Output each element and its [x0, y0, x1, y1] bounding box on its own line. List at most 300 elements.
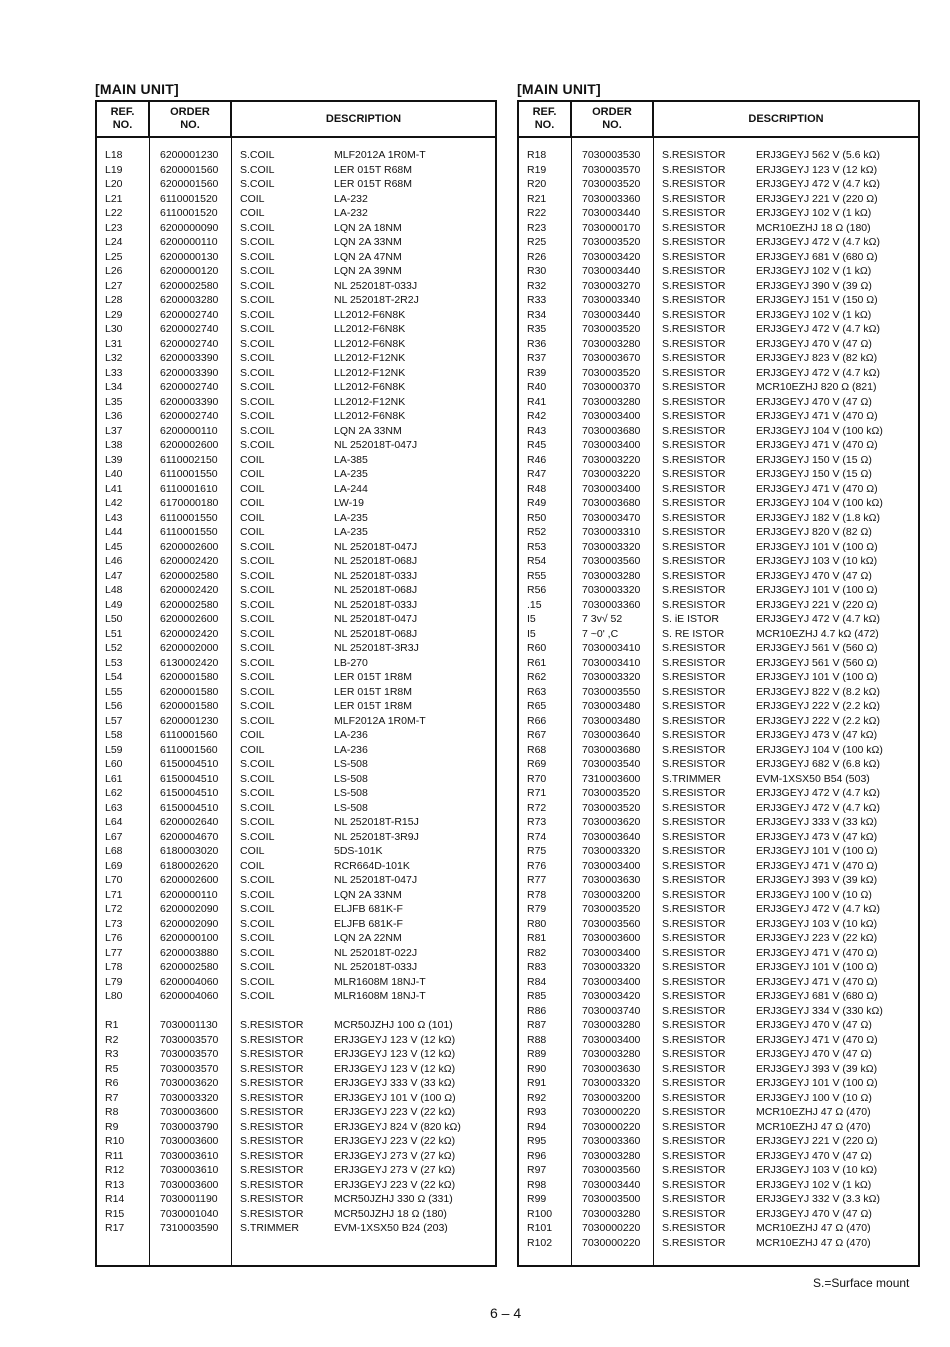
ref-no-cell: L20 — [105, 178, 123, 190]
right-parts-panel — [517, 78, 920, 1267]
description-cell: ERJ3GEYJ 472 V (4.7 kΩ) — [756, 178, 880, 190]
part-type-cell: S.COIL — [240, 323, 275, 335]
part-type-cell: COIL — [240, 511, 265, 524]
order-no-cell: 7030003200 — [582, 1091, 641, 1104]
description-cell: ERJ3GEYJ 123 V (12 kΩ) — [756, 163, 878, 176]
part-type-cell: S.RESISTOR — [662, 352, 726, 364]
part-type-cell: S.RESISTOR — [662, 395, 726, 408]
order-no-cell: 7030003630 — [582, 874, 641, 886]
part-type-cell: S.COIL — [240, 714, 275, 727]
ref-no-cell: R61 — [527, 656, 547, 669]
order-no-cell: 6200000120 — [160, 265, 219, 277]
order-no-cell: 7030003620 — [160, 1077, 219, 1089]
ref-no-cell: .15 — [527, 598, 542, 611]
part-type-cell: S.RESISTOR — [662, 1178, 726, 1191]
ref-no-cell: L54 — [105, 671, 123, 683]
table-row — [97, 641, 495, 656]
part-type-cell: S.COIL — [240, 221, 275, 234]
description-cell: LA-236 — [334, 743, 368, 756]
ref-no-cell: R83 — [527, 961, 547, 973]
ref-no-header-text: REF. NO. — [110, 106, 135, 131]
part-type-cell: COIL — [240, 482, 265, 495]
description-cell: ERJ3GEYJ 823 V (82 kΩ) — [756, 352, 878, 364]
part-type-cell: S.RESISTOR — [662, 1019, 726, 1031]
table-row — [519, 293, 918, 308]
part-type-cell: S.RESISTOR — [662, 192, 726, 205]
part-type-cell: S.RESISTOR — [240, 1135, 304, 1147]
order-no-cell: 6200004060 — [160, 990, 219, 1002]
description-header-text: DESCRIPTION — [748, 112, 824, 125]
description-cell: ERJ3GEYJ 102 V (1 kΩ) — [756, 207, 872, 219]
part-type-cell: S.RESISTOR — [662, 366, 726, 379]
table-row — [97, 801, 495, 816]
ref-no-cell: L44 — [105, 526, 123, 538]
ref-no-cell: L67 — [105, 830, 123, 843]
description-cell: ERJ3GEYJ 470 V (47 Ω) — [756, 1019, 872, 1031]
description-cell: ERJ3GEYJ 681 V (680 Ω) — [756, 250, 878, 263]
table-row — [97, 699, 495, 714]
part-type-cell: S.COIL — [240, 149, 275, 161]
description-cell: ERJ3GEYJ 222 V (2.2 kΩ) — [756, 700, 880, 712]
ref-no-cell: R10 — [105, 1135, 125, 1147]
ref-no-cell: R8 — [105, 1106, 119, 1118]
ref-no-cell: R66 — [527, 714, 547, 727]
description-cell: ERJ3GEYJ 471 V (470 Ω) — [756, 439, 878, 451]
order-no-cell: 6150004510 — [160, 758, 219, 770]
ref-no-cell: L78 — [105, 961, 123, 973]
ref-no-cell: R25 — [527, 236, 547, 248]
table-row — [97, 1221, 495, 1236]
right-panel-title: [MAIN UNIT] — [517, 81, 601, 97]
table-row — [519, 279, 918, 294]
description-cell: ERJ3GEYJ 332 V (3.3 kΩ) — [756, 1193, 880, 1205]
part-type-cell: S.COIL — [240, 410, 275, 422]
table-row — [97, 1163, 495, 1178]
description-cell: ERJ3GEYJ 102 V (1 kΩ) — [756, 308, 872, 321]
ref-no-cell: R90 — [527, 1062, 547, 1075]
part-type-cell: S.COIL — [240, 946, 275, 959]
table-row — [519, 1076, 918, 1091]
part-type-cell: S.RESISTOR — [662, 207, 726, 219]
description-cell: MLR1608M 18NJ-T — [334, 990, 426, 1002]
ref-no-cell: R79 — [527, 903, 547, 915]
order-no-cell: 7030003410 — [582, 642, 641, 654]
order-no-cell: 7030003540 — [582, 758, 641, 770]
part-type-cell: S.COIL — [240, 990, 275, 1002]
part-type-cell: S.COIL — [240, 584, 275, 596]
description-cell: LQN 2A 47NM — [334, 250, 402, 263]
ref-no-cell: R75 — [527, 845, 547, 857]
ref-no-cell: R96 — [527, 1149, 547, 1162]
table-row — [519, 221, 918, 236]
table-row — [519, 830, 918, 845]
part-type-cell: COIL — [240, 859, 265, 872]
table-row — [519, 743, 918, 758]
ref-no-cell: L29 — [105, 308, 123, 321]
table-row — [97, 235, 495, 250]
part-type-cell: COIL — [240, 845, 265, 857]
table-row — [97, 1105, 495, 1120]
ref-no-cell: R73 — [527, 816, 547, 828]
table-row — [97, 293, 495, 308]
part-type-cell: S.RESISTOR — [662, 1120, 726, 1133]
table-row — [97, 1178, 495, 1193]
part-type-cell: S.COIL — [240, 395, 275, 408]
order-no-cell: 6200004670 — [160, 830, 219, 843]
ref-no-cell: R60 — [527, 642, 547, 654]
part-type-cell: S.COIL — [240, 540, 275, 553]
description-cell: ERJ3GEYJ 273 V (27 kΩ) — [334, 1164, 456, 1176]
order-no-cell: 7030003420 — [582, 250, 641, 263]
order-no-cell: 7030003400 — [582, 946, 641, 959]
order-no-cell: 6130002420 — [160, 656, 219, 669]
description-cell: ERJ3GEYJ 101 V (100 Ω) — [756, 1077, 878, 1089]
ref-no-cell: R12 — [105, 1164, 125, 1176]
table-row — [97, 380, 495, 395]
description-cell: LL2012-F12NK — [334, 352, 406, 364]
description-cell: LQN 2A 18NM — [334, 221, 402, 234]
table-row — [97, 206, 495, 221]
part-type-cell: S.RESISTOR — [662, 1135, 726, 1147]
description-cell: ERJ3GEYJ 333 V (33 kΩ) — [756, 816, 878, 828]
order-no-cell: 7030003610 — [160, 1164, 219, 1176]
order-no-cell: 6200001230 — [160, 149, 219, 161]
order-no-cell: 7030003340 — [582, 294, 641, 306]
part-type-cell: S.RESISTOR — [240, 1164, 304, 1176]
order-no-cell: 7030003280 — [582, 337, 641, 350]
ref-no-cell: L33 — [105, 366, 123, 379]
description-cell: MCR10EZHJ 47 Ω (470) — [756, 1106, 871, 1118]
part-type-cell: S.RESISTOR — [662, 337, 726, 350]
description-cell: ERJ3GEYJ 123 V (12 kΩ) — [334, 1048, 456, 1060]
description-cell: ERJ3GEYJ 223 V (22 kΩ) — [756, 932, 878, 944]
description-cell: ERJ3GEYJ 471 V (470 Ω) — [756, 410, 878, 422]
table-row — [519, 598, 918, 613]
ref-no-cell: R72 — [527, 801, 547, 814]
ref-no-cell: L28 — [105, 294, 123, 306]
part-type-cell: S.RESISTOR — [662, 946, 726, 959]
table-row — [97, 830, 495, 845]
description-cell: MCR10EZHJ 4.7 kΩ (472) — [756, 627, 879, 640]
table-row — [97, 757, 495, 772]
description-cell: NL 252018T-068J — [334, 555, 418, 567]
page-number: 6 – 4 — [490, 1305, 522, 1321]
table-row — [97, 844, 495, 859]
part-type-cell: S.COIL — [240, 439, 275, 451]
order-no-cell: 7030003320 — [160, 1091, 219, 1104]
description-cell: NL 252018T-022J — [334, 946, 418, 959]
order-no-cell: 7030003600 — [582, 932, 641, 944]
order-no-cell: 7030003500 — [582, 1193, 641, 1205]
description-cell: ERJ3GEYJ 472 V (4.7 kΩ) — [756, 787, 880, 799]
order-no-cell: 6200002600 — [160, 613, 219, 625]
ref-no-cell: L73 — [105, 917, 123, 930]
table-row — [519, 148, 918, 163]
table-row — [97, 192, 495, 207]
order-no-cell: 6200003390 — [160, 395, 219, 408]
order-no-cell: 7030003320 — [582, 540, 641, 553]
order-no-cell: 7030003220 — [582, 453, 641, 466]
order-no-header — [150, 102, 232, 136]
part-type-cell: S.RESISTOR — [240, 1019, 304, 1031]
ref-no-cell: R2 — [105, 1033, 119, 1046]
part-type-cell: S.RESISTOR — [662, 656, 726, 669]
table-row — [97, 960, 495, 975]
part-type-cell: S.COIL — [240, 236, 275, 248]
description-cell: ERJ3GEYJ 390 V (39 Ω) — [756, 279, 872, 292]
table-row — [519, 656, 918, 671]
description-cell: ERJ3GEYJ 681 V (680 Ω) — [756, 990, 878, 1002]
part-type-cell: S.RESISTOR — [240, 1193, 304, 1205]
description-cell: ERJ3GEYJ 472 V (4.7 kΩ) — [756, 903, 880, 915]
ref-no-cell: R37 — [527, 352, 547, 364]
ref-no-cell: R36 — [527, 337, 547, 350]
table-row — [97, 612, 495, 627]
table-row — [97, 322, 495, 337]
part-type-cell: S.RESISTOR — [662, 729, 726, 741]
ref-no-cell: L53 — [105, 656, 123, 669]
ref-no-cell: R22 — [527, 207, 547, 219]
ref-no-cell: L22 — [105, 207, 123, 219]
description-cell: ERJ3GEYJ 101 V (100 Ω) — [756, 584, 878, 596]
description-cell: LER 015T 1R8M — [334, 671, 413, 683]
table-row — [97, 1192, 495, 1207]
table-row — [97, 917, 495, 932]
table-row — [97, 815, 495, 830]
order-no-cell: 7030003470 — [582, 511, 641, 524]
description-cell: ERJ3GEYJ 822 V (8.2 kΩ) — [756, 685, 880, 698]
description-cell: ERJ3GEYJ 103 V (10 kΩ) — [756, 1164, 878, 1176]
table-row — [97, 351, 495, 366]
table-row — [519, 511, 918, 526]
table-row — [519, 554, 918, 569]
description-cell: LA-244 — [334, 482, 368, 495]
table-row — [519, 902, 918, 917]
part-type-cell: S.RESISTOR — [662, 961, 726, 973]
ref-no-cell: L25 — [105, 250, 123, 263]
description-cell: LL2012-F6N8K — [334, 323, 406, 335]
ref-no-cell: L56 — [105, 700, 123, 712]
table-row — [97, 656, 495, 671]
table-row — [97, 1018, 495, 1033]
description-cell: ERJ3GEYJ 473 V (47 kΩ) — [756, 830, 878, 843]
description-cell: LER 015T R68M — [334, 163, 413, 176]
part-type-cell: COIL — [240, 729, 265, 741]
description-cell: MCR50JZHJ 330 Ω (331) — [334, 1193, 453, 1205]
ref-no-cell: R71 — [527, 787, 547, 799]
part-type-cell: COIL — [240, 453, 265, 466]
part-type-cell: S.COIL — [240, 569, 275, 582]
table-row — [519, 235, 918, 250]
order-no-cell: 6200000100 — [160, 932, 219, 944]
ref-no-cell: R9 — [105, 1120, 119, 1133]
description-cell: ERJ3GEYJ 472 V (4.7 kΩ) — [756, 236, 880, 248]
ref-no-cell: R20 — [527, 178, 547, 190]
order-no-cell: 6170000180 — [160, 497, 219, 509]
part-type-cell: S.COIL — [240, 685, 275, 698]
ref-no-cell: R84 — [527, 975, 547, 988]
table-row — [519, 322, 918, 337]
description-cell: LER 015T R68M — [334, 178, 413, 190]
description-cell: ERJ3GEYJ 333 V (33 kΩ) — [334, 1077, 456, 1089]
part-type-cell: S.RESISTOR — [662, 801, 726, 814]
table-row — [97, 395, 495, 410]
ref-no-cell: R54 — [527, 555, 547, 567]
order-no-cell: 6110001550 — [160, 511, 218, 524]
description-cell: LL2012-F6N8K — [334, 308, 406, 321]
part-type-cell: S.RESISTOR — [662, 714, 726, 727]
order-no-cell: 6180003020 — [160, 845, 219, 857]
description-cell: ERJ3GEYJ 101 V (100 Ω) — [756, 671, 878, 683]
ref-no-cell: L55 — [105, 685, 123, 698]
part-type-cell: S.COIL — [240, 787, 275, 799]
part-type-cell: S.COIL — [240, 352, 275, 364]
description-cell: NL 252018T-047J — [334, 874, 418, 886]
table-row — [519, 467, 918, 482]
order-no-cell: 6200000090 — [160, 221, 219, 234]
description-cell: ERJ3GEYJ 221 V (220 Ω) — [756, 192, 878, 205]
table-row — [97, 467, 495, 482]
order-no-cell: 7030003600 — [160, 1178, 219, 1191]
part-type-cell: S.RESISTOR — [662, 555, 726, 567]
table-row — [519, 1192, 918, 1207]
order-no-cell: 7030003640 — [582, 729, 641, 741]
description-cell: ERJ3GEYJ 150 V (15 Ω) — [756, 453, 872, 466]
ref-no-cell: L18 — [105, 149, 123, 161]
order-no-cell: 7030003360 — [582, 192, 641, 205]
part-type-cell: S.RESISTOR — [662, 932, 726, 944]
order-no-cell: 7030003520 — [582, 801, 641, 814]
ref-no-cell: R68 — [527, 743, 547, 756]
part-type-cell: S.COIL — [240, 250, 275, 263]
order-no-cell: 7030003600 — [160, 1135, 219, 1147]
ref-no-cell: R17 — [105, 1222, 125, 1234]
right-table-rows — [519, 148, 918, 1250]
order-no-cell: 7030003680 — [582, 424, 641, 437]
order-no-cell: 7 ~0' ,C — [582, 627, 619, 640]
description-cell: ERJ3GEYJ 473 V (47 kΩ) — [756, 729, 878, 741]
description-cell: EVM-1XSX50 B24 (203) — [334, 1222, 448, 1234]
order-no-cell: 6150004510 — [160, 787, 219, 799]
order-no-cell: 7030003440 — [582, 265, 641, 277]
description-cell: MCR50JZHJ 100 Ω (101) — [334, 1019, 453, 1031]
ref-no-cell: L80 — [105, 990, 123, 1002]
table-row — [97, 1033, 495, 1048]
ref-no-cell: L57 — [105, 714, 123, 727]
ref-no-cell: R46 — [527, 453, 547, 466]
order-no-cell: 7030003520 — [582, 236, 641, 248]
order-no-cell: 6110001610 — [160, 482, 218, 495]
description-cell: ERJ3GEYJ 472 V (4.7 kΩ) — [756, 323, 880, 335]
table-row — [97, 931, 495, 946]
part-type-cell: S.RESISTOR — [662, 1222, 726, 1234]
ref-no-cell: L24 — [105, 236, 123, 248]
ref-no-cell: R41 — [527, 395, 547, 408]
order-no-cell: 6200002740 — [160, 410, 219, 422]
description-cell: NL 252018T-033J — [334, 569, 418, 582]
table-row — [97, 975, 495, 990]
part-type-cell: S.RESISTOR — [662, 859, 726, 872]
table-row — [519, 888, 918, 903]
table-row — [97, 859, 495, 874]
table-row — [519, 250, 918, 265]
description-cell: LB-270 — [334, 656, 368, 669]
order-no-cell: 6200002090 — [160, 903, 219, 915]
order-no-cell: 6200001560 — [160, 178, 219, 190]
ref-no-cell: R50 — [527, 511, 547, 524]
part-type-cell: S.RESISTOR — [662, 1048, 726, 1060]
description-cell: ERJ3GEYJ 101 V (100 Ω) — [756, 961, 878, 973]
ref-no-cell: R87 — [527, 1019, 547, 1031]
table-row — [519, 670, 918, 685]
table-row — [97, 554, 495, 569]
order-no-cell: 7030003360 — [582, 1135, 641, 1147]
part-type-cell: S.RESISTOR — [662, 598, 726, 611]
table-row — [97, 685, 495, 700]
part-type-cell: S.RESISTOR — [662, 236, 726, 248]
description-cell: ERJ3GEYJ 101 V (100 Ω) — [756, 845, 878, 857]
description-cell: LL2012-F12NK — [334, 395, 406, 408]
order-no-cell: 7030003320 — [582, 1077, 641, 1089]
order-no-cell: 7030003280 — [582, 395, 641, 408]
description-cell: LL2012-F6N8K — [334, 381, 406, 393]
part-type-cell: S.RESISTOR — [662, 990, 726, 1002]
part-type-cell: S.RESISTOR — [662, 453, 726, 466]
description-cell: ERJ3GEYJ 470 V (47 Ω) — [756, 337, 872, 350]
order-no-cell: 6200002600 — [160, 439, 219, 451]
table-row — [97, 888, 495, 903]
description-cell: NL 252018T-033J — [334, 961, 418, 973]
part-type-cell: S.RESISTOR — [662, 700, 726, 712]
part-type-cell: S.RESISTOR — [662, 163, 726, 176]
part-type-cell: S.RESISTOR — [662, 685, 726, 698]
description-cell: LQN 2A 33NM — [334, 236, 402, 248]
ref-no-cell: L19 — [105, 163, 123, 176]
part-type-cell: S.RESISTOR — [240, 1120, 304, 1133]
order-no-cell: 7030003220 — [582, 468, 641, 480]
description-header-text: DESCRIPTION — [325, 112, 402, 125]
table-row — [97, 989, 495, 1004]
description-cell: LL2012-F12NK — [334, 366, 406, 379]
description-cell: MCR10EZHJ 47 Ω (470) — [756, 1120, 871, 1133]
order-no-header-text: ORDER NO. — [592, 106, 632, 131]
part-type-cell: S.COIL — [240, 816, 275, 828]
ref-no-cell: R49 — [527, 497, 547, 509]
table-row — [97, 1062, 495, 1077]
ref-no-cell: L23 — [105, 221, 123, 234]
order-no-cell: 7030003520 — [582, 787, 641, 799]
order-no-cell: 7030003560 — [582, 555, 641, 567]
part-type-cell: COIL — [240, 207, 265, 219]
part-type-cell: S.RESISTOR — [240, 1149, 304, 1162]
description-cell: LL2012-F6N8K — [334, 337, 406, 350]
part-type-cell: S. RE ISTOR — [662, 627, 725, 640]
order-no-cell: 7030003520 — [582, 323, 641, 335]
ref-no-cell: R63 — [527, 685, 547, 698]
order-no-cell: 7030003400 — [582, 439, 641, 451]
description-cell: MCR10EZHJ 47 Ω (470) — [756, 1236, 871, 1249]
description-cell: LS-508 — [334, 772, 368, 785]
description-cell: ERJ3GEYJ 393 V (39 kΩ) — [756, 1062, 878, 1075]
table-row — [519, 1120, 918, 1135]
description-cell: NL 252018T-047J — [334, 540, 418, 553]
description-cell: ERJ3GEYJ 123 V (12 kΩ) — [334, 1062, 456, 1075]
order-no-cell: 6110001550 — [160, 468, 218, 480]
order-no-cell: 6150004510 — [160, 772, 219, 785]
order-no-cell: 7 3v√ 52 — [582, 613, 623, 625]
ref-no-cell: L27 — [105, 279, 123, 292]
order-no-cell: 7030003480 — [582, 714, 641, 727]
